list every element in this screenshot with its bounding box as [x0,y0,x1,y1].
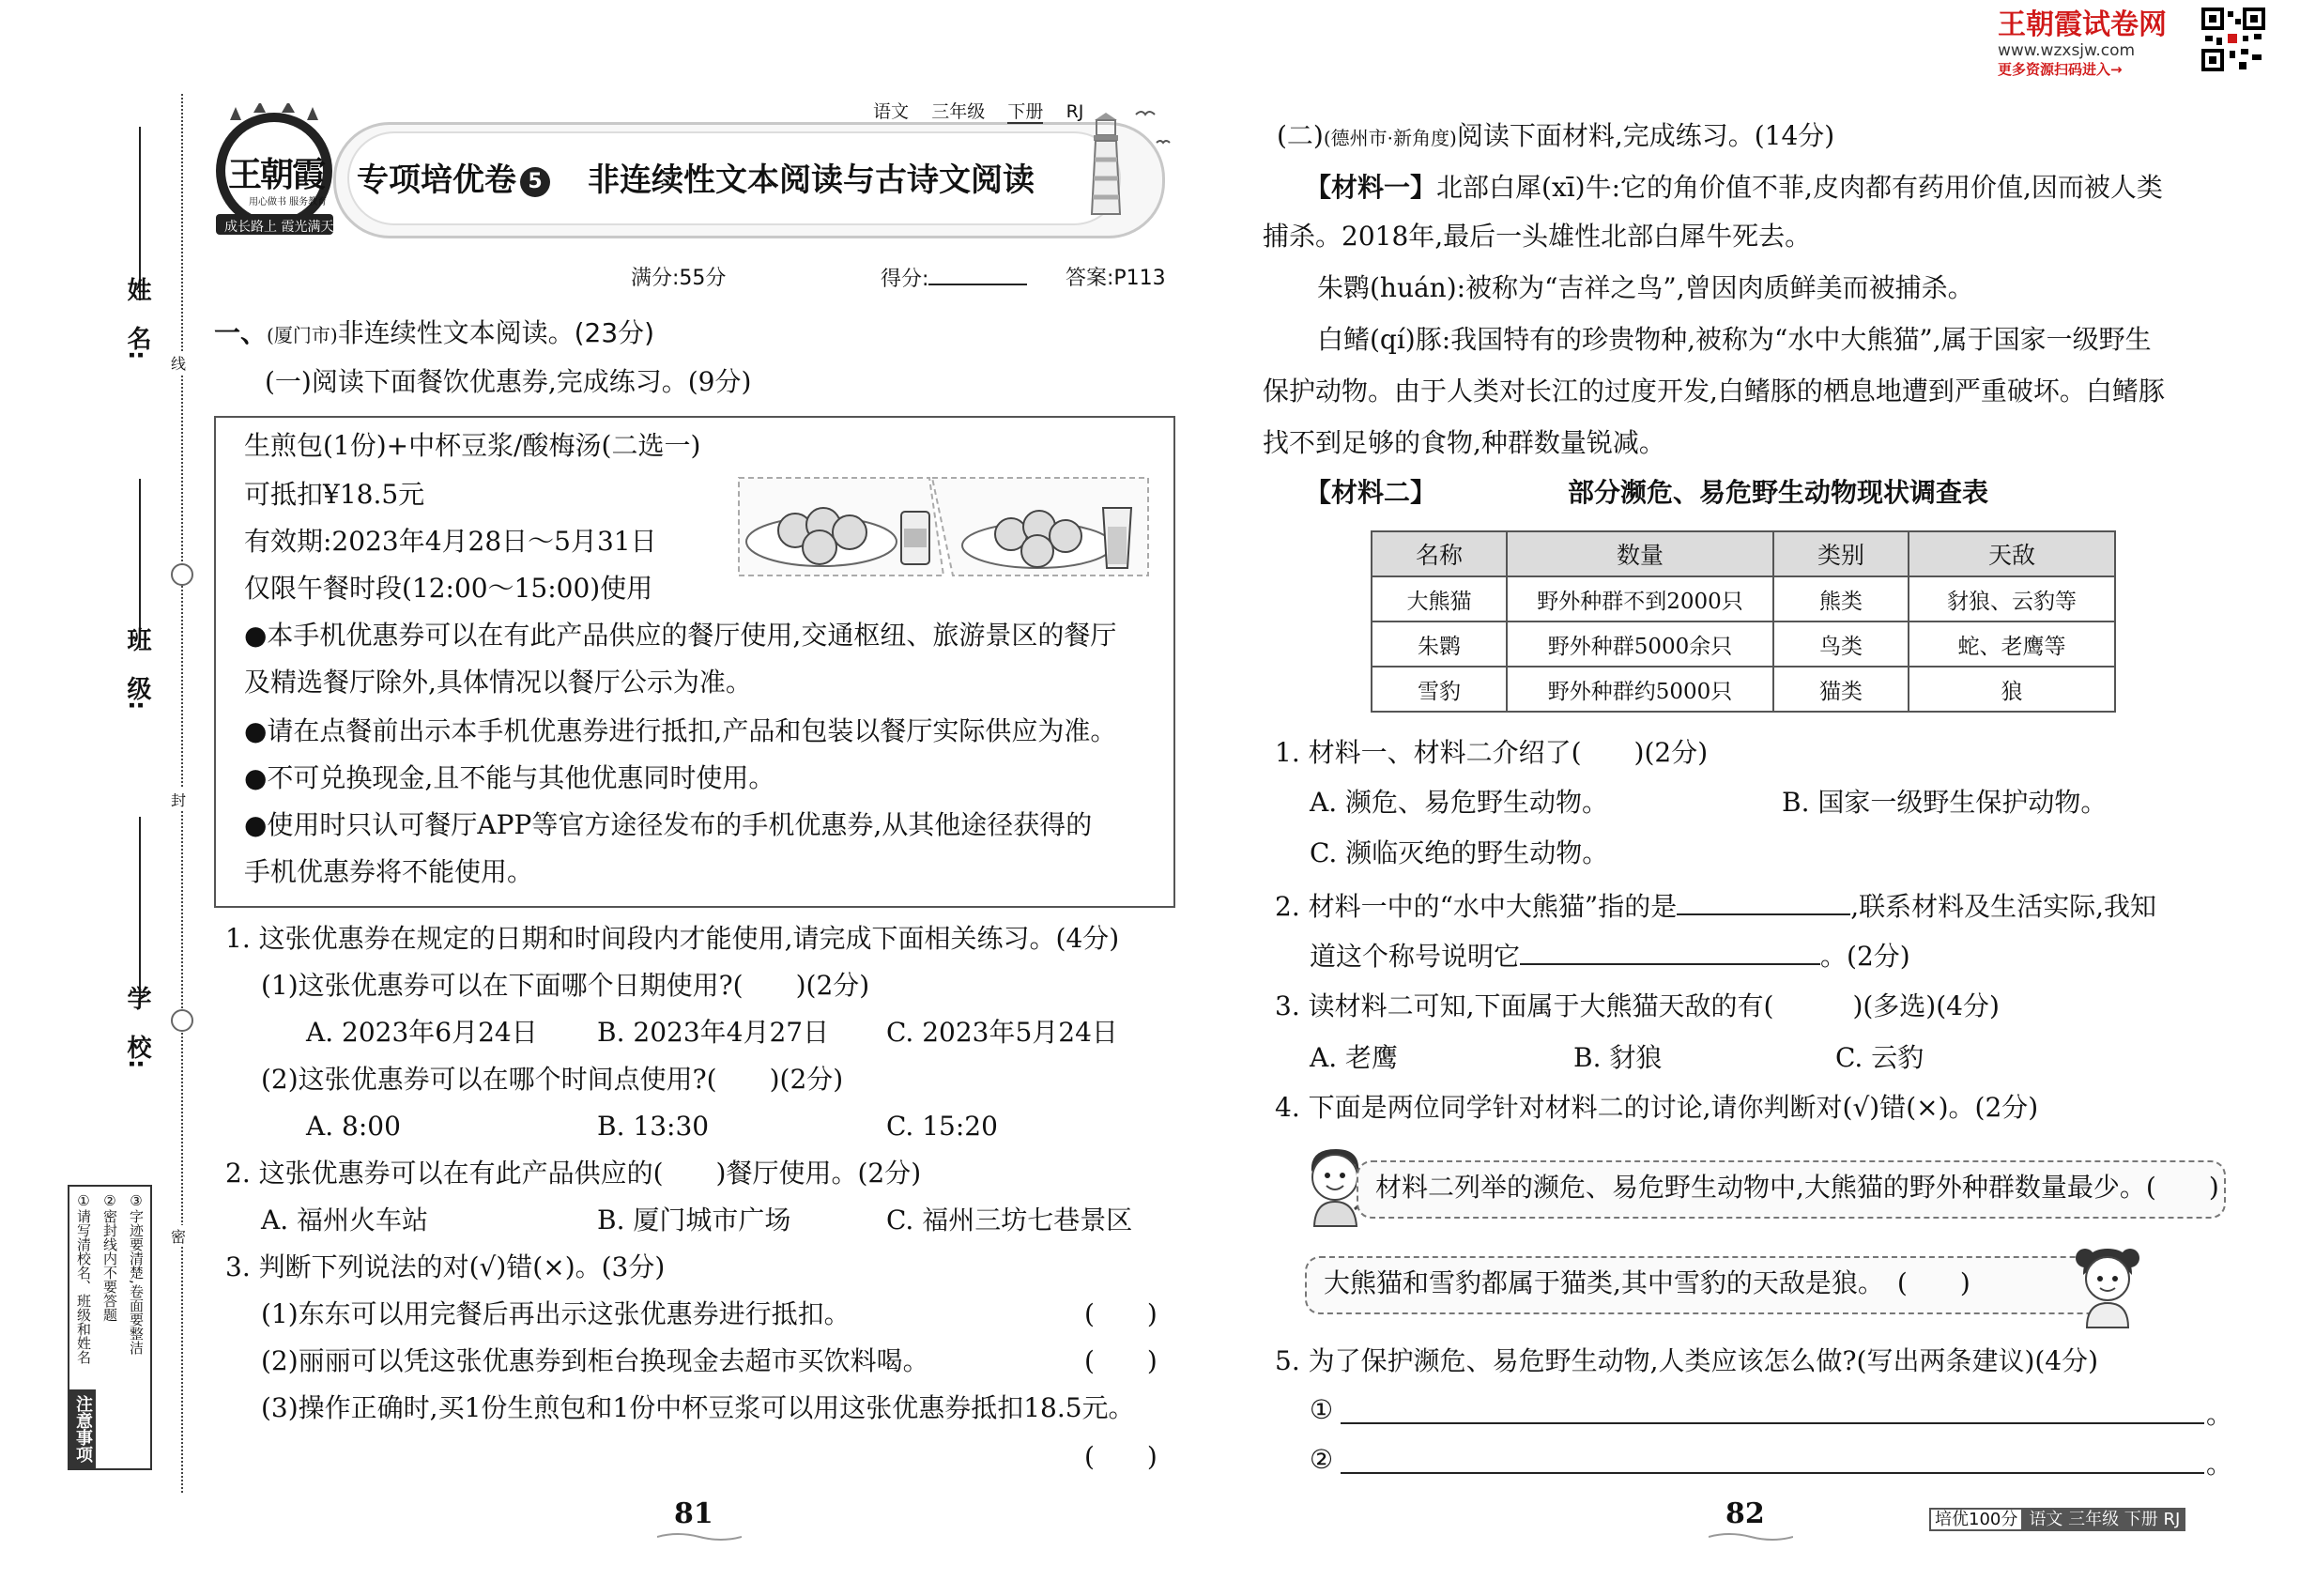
right-q3: 3. 读材料二可知,下面属于大熊猫天敌的有( )(多选)(4分) [1275,990,2000,1021]
cut-mark-3: 密 [171,1225,186,1247]
table-cell: 猫类 [1773,667,1909,712]
table-cell: 狼 [1909,667,2115,712]
right-q1-option-a[interactable]: A. 濒危、易危野生动物。 [1310,787,1609,818]
table-cell: 熊类 [1773,576,1909,622]
coupon-rule-4a: ●使用时只认可餐厅APP等官方途径发布的手机优惠券,从其他途径获得的 [244,809,1093,840]
left-q3-1: (1)东东可以用完餐后再出示这张优惠券进行抵扣。 [261,1298,851,1329]
table-cell: 朱鹮 [1372,622,1507,667]
part2-title [1277,120,1834,154]
right-q3-option-b[interactable]: B. 豺狼 [1573,1042,1663,1073]
section1-number: 一、 [214,317,268,348]
material1-line-6: 找不到足够的食物,种群数量锐减。 [1263,427,1665,458]
section1-heading: 非连续性文本阅读。(23分) [337,317,655,348]
coupon-rule-1a: ●本手机优惠券可以在有此产品供应的餐厅使用,交通枢纽、旅游景区的餐厅 [244,620,1117,651]
table-header-predator: 天敌 [1909,531,2115,576]
answer-ref: 答案:P113 [1066,267,1166,290]
logo-ribbon: 成长路上 霞光满天 [224,220,334,235]
material1-line-5: 保护动物。由于人类对长江的过度开发,白鳍豚的栖息地遭到严重破坏。白鳍豚 [1263,376,2165,407]
side-line-class [139,479,141,648]
cut-mark-1: 线 [171,352,186,374]
tag-volume: 下册 [1007,101,1044,122]
discussion-statement-1[interactable]: 材料二列举的濒危、易危野生动物中,大熊猫的野外种群数量最少。( ) [1375,1172,2219,1203]
footer-tag-subject: 语文 三年级 下册 RJ [2023,1508,2185,1531]
page-number-81: 81 [674,1497,713,1530]
watermark-url: www.wzxsjw.com [1998,41,2136,60]
logo-motto: 用心做书 服务教育 [249,197,328,207]
left-q1-2-option-c[interactable]: C. 15:20 [886,1111,998,1142]
right-q2-text-b: ,联系材料及生活实际,我知 [1850,891,2157,922]
table-row [1372,622,2115,667]
part2-number: (二) [1277,120,1324,151]
right-q2-blank-2[interactable] [1520,939,1820,965]
coupon-line-3: 有效期:2023年4月28日～5月31日 [244,526,657,557]
table-cell: 雪豹 [1372,667,1507,712]
material1-line-4: 白鳍(qí)豚:我国特有的珍贵物种,被称为“水中大熊猫”,属于国家一级野生 [1317,324,2152,355]
material1-line-2: 捕杀。2018年,最后一头雄性北部白犀牛死去。 [1263,221,1812,252]
left-q2-option-c[interactable]: C. 福州三坊七巷景区 [886,1205,1133,1235]
paper-label: 专项培优卷 [357,161,516,199]
right-q2-text-d: 。(2分) [1820,941,1910,972]
right-q1: 1. 材料一、材料二介绍了( )(2分) [1275,737,1709,768]
page-number-82: 82 [1725,1497,1765,1530]
material1-text-1: 北部白犀(xī)牛:它的角价值不菲,皮肉都有药用价值,因而被人类 [1436,172,2163,203]
cut-circle-1 [171,563,193,586]
left-q3-2: (2)丽丽可以凭这张优惠券到柜台换现金去超市买饮料喝。 [261,1345,929,1376]
right-q5-marker-1: ① [1310,1394,1334,1425]
score-input[interactable] [928,263,1027,285]
right-q3-option-c[interactable]: C. 云豹 [1835,1042,1924,1073]
left-q1-1: (1)这张优惠券可以在下面哪个日期使用?( )(2分) [261,970,870,1001]
left-q1-1-option-c[interactable]: C. 2023年5月24日 [886,1017,1118,1048]
qr-code-icon [2201,8,2265,71]
footer-tag-series: 培优100分 [1929,1508,2023,1531]
coupon-rule-1b: 及精选餐厅除外,具体情况以餐厅公示为准。 [244,667,752,698]
part2-heading: 阅读下面材料,完成练习。(14分) [1456,120,1835,151]
survey-table [1371,530,2116,713]
right-q5-end-mark-1: 。 [2206,1399,2233,1430]
table-cell: 蛇、老鹰等 [1909,622,2115,667]
left-q1-2-option-a[interactable]: A. 8:00 [306,1111,401,1142]
school-label: 学 校: [123,986,151,1069]
coupon-line-2: 可抵扣¥18.5元 [244,479,425,510]
table-header-count: 数量 [1507,531,1773,576]
left-q2-option-a[interactable]: A. 福州火车站 [261,1205,429,1235]
left-q1-2-option-b[interactable]: B. 13:30 [597,1111,710,1142]
table-header-row [1372,531,2115,576]
watermark-brand: 王朝霞试卷网 [1998,8,2167,41]
right-q1-option-b[interactable]: B. 国家一级野生保护动物。 [1782,787,2108,818]
right-q5: 5. 为了保护濒危、易危野生动物,人类应该怎么做?(写出两条建议)(4分) [1275,1345,2099,1376]
material1-line-3: 朱鹮(huán):被称为“吉祥之鸟”,曾因肉质鲜美而被捕杀。 [1317,272,1974,303]
material2-label: 【材料二】 [1305,477,1437,508]
right-q3-option-a[interactable]: A. 老鹰 [1310,1042,1399,1073]
right-q2-line-1 [1275,889,2156,923]
left-q3-1-answer[interactable]: ( ) [1084,1298,1158,1329]
tag-edition: RJ [1066,101,1084,122]
table-header-name: 名称 [1372,531,1507,576]
cut-mark-2: 封 [171,789,186,810]
part2-source: (德州市·新角度) [1323,127,1457,149]
right-q5-answer-line-2[interactable] [1341,1472,2204,1474]
table-row [1372,667,2115,712]
tag-grade: 三年级 [931,101,986,122]
section1-title [214,317,654,351]
subject-tags [873,98,1083,123]
coupon-rule-4b: 手机优惠券将不能使用。 [244,856,534,887]
table-cell: 大熊猫 [1372,576,1507,622]
left-q3-2-answer[interactable]: ( ) [1084,1345,1158,1376]
notice-item-2: ②密封线内不要答题 [101,1192,118,1322]
notice-box [68,1185,152,1470]
right-q2-text-a: 2. 材料一中的“水中大熊猫”指的是 [1275,891,1678,922]
left-q1-1-option-a[interactable]: A. 2023年6月24日 [306,1017,538,1048]
discussion-statement-2[interactable]: 大熊猫和雪豹都属于猫类,其中雪豹的天敌是狼。 ( ) [1324,1267,1970,1298]
left-q2-option-b[interactable]: B. 厦门城市广场 [597,1205,791,1235]
notice-title: 注意事项 [69,1389,96,1468]
left-q1-1-option-b[interactable]: B. 2023年4月27日 [597,1017,830,1048]
paper-number-badge: 5 [520,167,550,197]
logo-badge [202,103,347,244]
paper-title-row [357,160,1035,201]
logo-text: 王朝霞 [228,155,325,194]
score-text: 得分: [881,268,929,291]
watermark-cta: 更多资源扫码进入→ [1998,61,2123,78]
score-label [881,263,1027,296]
watermark [1998,9,2195,79]
girl-avatar [2070,1239,2145,1328]
right-q2-line-2 [1310,939,1910,973]
notice-item-3: ③字迹要清楚,卷面要整洁 [128,1192,145,1355]
full-score: 满分:55分 [631,267,727,290]
coupon-rule-3: ●不可兑换现金,且不能与其他优惠同时使用。 [244,762,775,793]
coupon-line-4: 仅限午餐时段(12:00～15:00)使用 [244,573,653,604]
right-q2-text-c: 道这个称号说明它 [1310,941,1521,972]
left-q1: 1. 这张优惠券在规定的日期和时间段内才能使用,请完成下面相关练习。(4分) [225,923,1120,954]
notice-item-1: ①请写清校名、班级和姓名 [75,1192,92,1364]
page-number-82-ornament [1709,1528,1793,1540]
right-q5-answer-line-1[interactable] [1341,1422,2204,1424]
table-header-category: 类别 [1773,531,1909,576]
material1-label: 【材料一】 [1305,172,1437,203]
coupon-line-1: 生煎包(1份)+中杯豆浆/酸梅汤(二选一) [244,430,701,461]
part1-title: (一)阅读下面餐饮优惠券,完成练习。(9分) [265,366,752,397]
coupon-rule-2: ●请在点餐前出示本手机优惠券进行抵扣,产品和包装以餐厅实际供应为准。 [244,715,1117,746]
table-row [1372,576,2115,622]
table-cell: 野外种群不到2000只 [1507,576,1773,622]
lighthouse-icon [1078,101,1181,223]
coupon-food-image [737,474,1150,579]
right-q5-marker-2: ② [1310,1444,1334,1475]
left-q1-2: (2)这张优惠券可以在哪个时间点使用?( )(2分) [261,1064,844,1095]
section1-source: (厦门市) [267,324,338,346]
paper-title: 非连续性文本阅读与古诗文阅读 [588,161,1035,199]
cut-circle-2 [171,1009,193,1032]
footer-tag [1929,1509,2185,1531]
side-line-school [139,817,141,1005]
class-label: 班 级: [123,627,151,711]
side-line-name [139,127,141,300]
tag-subject: 语文 [873,101,910,122]
material1-line-1 [1305,172,2163,204]
left-q3-3: (3)操作正确时,买1份生煎包和1份中杯豆浆可以用这张优惠券抵扣18.5元。 [261,1392,1135,1423]
table-cell: 豺狼、云豹等 [1909,576,2115,622]
page-number-81-ornament [657,1528,742,1540]
table-cell: 鸟类 [1773,622,1909,667]
left-q3: 3. 判断下列说法的对(√)错(×)。(3分) [225,1251,666,1282]
right-q5-end-mark-2: 。 [2206,1449,2233,1480]
left-q3-3-answer[interactable]: ( ) [1084,1441,1158,1472]
material2-title: 部分濒危、易危野生动物现状调查表 [1568,477,1989,508]
right-q1-option-c[interactable]: C. 濒临灭绝的野生动物。 [1310,837,1609,868]
name-label: 姓 名: [123,277,151,361]
left-q2: 2. 这张优惠券可以在有此产品供应的( )餐厅使用。(2分) [225,1158,922,1189]
table-cell: 野外种群约5000只 [1507,667,1773,712]
right-q2-blank-1[interactable] [1677,889,1850,915]
table-cell: 野外种群5000余只 [1507,622,1773,667]
right-q4: 4. 下面是两位同学针对材料二的讨论,请你判断对(√)错(×)。(2分) [1275,1092,2039,1123]
